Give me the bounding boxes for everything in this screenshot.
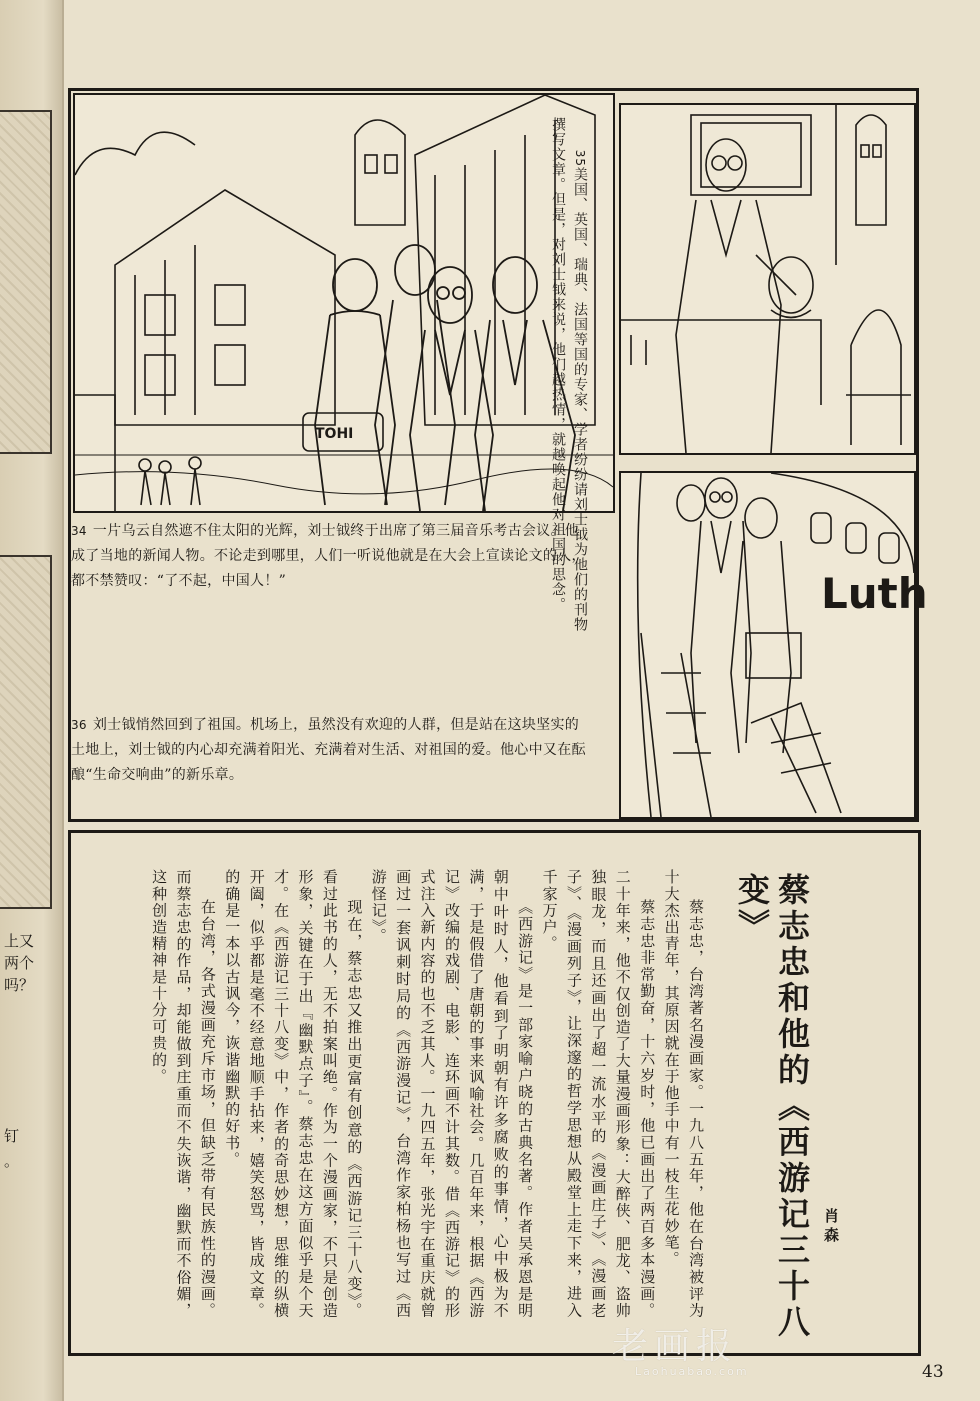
adjacent-text-fragment: 。 [4,1152,20,1170]
watermark-logo: 老画报 [612,1326,739,1367]
panel-35-drawing [621,105,914,453]
panel-36-drawing [621,473,928,817]
panel-34-number: 34 [71,524,87,538]
article-paragraph: 现在，蔡志忠又推出更富有创意的《西游记三十八变》。看过此书的人，无不拍案叫绝。作为一个漫画家，不只是创造形象，关键在于出『幽默点子』。蔡志忠在这方面似乎是个天才。在《西游记三十八变》中，作者的奇思妙想，思维的纵横开阖，似乎都是毫不经意地顺手拈来，嬉笑怒骂，皆成文章。的确是一本以古讽今，诙谐幽默的好书。 [223,869,364,1319]
panel-35-number: 35 [573,149,587,167]
adjacent-text-fragment: 上又 [4,932,35,950]
plane-lettering: Luth [821,569,928,618]
article-body [98,869,708,1319]
adjacent-illustration [0,555,52,909]
adjacent-text-fragment: 两个 [4,954,35,972]
panel-36-illustration [619,471,928,819]
adjacent-illustration [0,110,52,454]
panel-35-text: 美国、英国、瑞典、法国等国的专家、学者纷纷请刘士钺为他们的刊物撰写文章。但是，对刘士钺来说，他们越热情，就越唤起他对祖国的思念。 [550,117,588,632]
page-number: 43 [922,1362,944,1382]
adjacent-text-fragment: 吗？ [4,976,35,994]
panel-34-caption [71,519,591,594]
adjacent-page-strip [0,0,64,1401]
panel-35-caption [547,117,613,637]
panel-36-number: 36 [71,718,87,732]
panel-34-text: 一片乌云自然遮不住太阳的光辉，刘士钺终于出席了第三届音乐考古会议。他成了当地的新闻人物。不论走到哪里，人们一听说他就是在大会上宣读论文的人，都不禁赞叹：“了不起，中国人！” [71,523,586,589]
article-title: 蔡志忠和他的《西游记三十八变》 [733,873,811,1341]
panel-35-illustration [619,103,916,455]
watermark-url: Laohuabao.com [635,1365,749,1378]
adjacent-text-fragment: 钉 [4,1127,20,1145]
article-paragraph: 蔡志忠，台湾著名漫画家。一九八五年，他在台湾被评为十大杰出青年，其原因就在于他手中有一枝生花妙笔。 [662,869,705,1319]
panel-36-text: 刘士钺悄然回到了祖国。机场上，虽然没有欢迎的人群，但是站在这块坚实的土地上，刘士钺的内心却充满着阳光、充满着对生活、对祖国的爱。他心中又在酝酿“生命交响曲”的新乐章。 [71,717,586,783]
article-author: 肖森 [822,1208,840,1246]
panel-34-drawing [75,95,613,511]
panel-36-caption [71,713,591,788]
article-paragraph: 在台湾，各式漫画充斥市场，但缺乏带有民族性的漫画。而蔡志忠的作品，却能做到庄重而不失诙谐，幽默而不俗媚，这种创造精神是十分可贵的。 [150,869,217,1319]
article-paragraph: 蔡志忠非常勤奋，十六岁时，他已画出了两百多本漫画。二十年来，他不仅创造了大量漫画形象：大醉侠、肥龙、盗帅独眼龙，而且还画出了超一流水平的《漫画庄子》、《漫画老子》、《漫画列子》，让深邃的哲学思想从殿堂上走下来，进入千家万户。 [540,869,657,1319]
comic-strip-frame [68,88,928,822]
article-box [68,830,921,1356]
article-paragraph: 《西游记》是一部家喻户晓的古典名著。作者吴承恩是明朝中叶时人，他看到了明朝有许多腐败的事情，心中极为不满，于是假借了唐朝的事来讽喻社会。几百年来，根据《西游记》改编的戏剧、电影、连环画不计其数。借《西游记》的形式注入新内容的也不乏其人。一九四五年，张光宇在重庆就曾画过一套讽刺时局的《西游漫记》，台湾作家柏杨也写过《西游怪记》。 [369,869,535,1319]
bag-label: ТОНІ [315,426,354,442]
panel-34-illustration [73,93,615,513]
